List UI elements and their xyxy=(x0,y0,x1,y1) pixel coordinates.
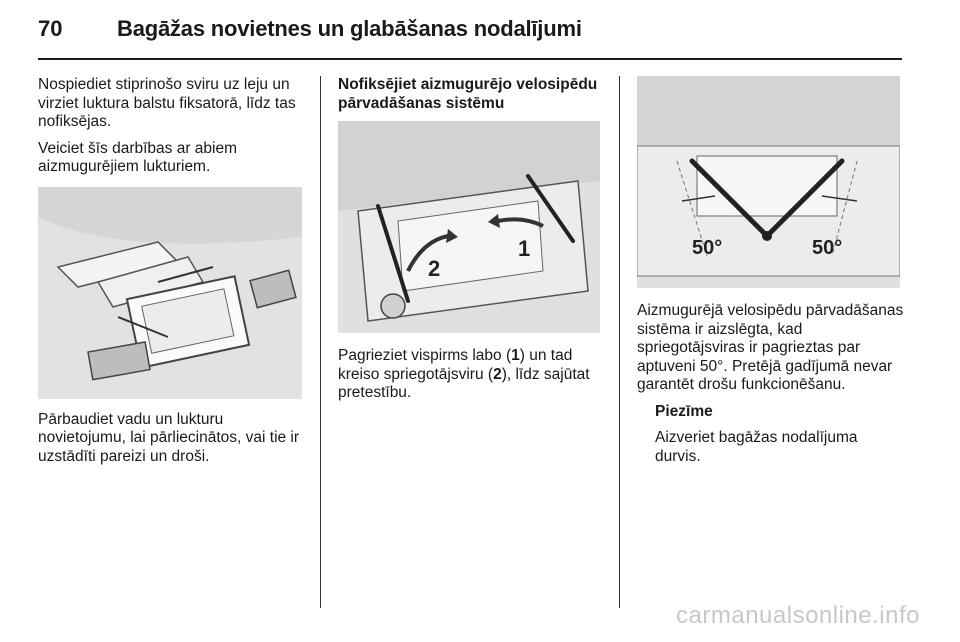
instruction-paragraph: Nospiediet stiprinošo sviru uz leju un virziet luktura balstu fiksatorā, līdz tas nofiksējas. xyxy=(38,76,296,130)
watermark: carmanualsonline.info xyxy=(676,602,920,629)
column-divider-2 xyxy=(619,76,620,608)
step-ref-1: 1 xyxy=(511,347,520,364)
instruction-paragraph: Aizmugurējā velosipēdu pārvadāšanas sistēma ir aizslēgta, kad spriegotājsviras ir pagrieztas par aptuveni 50°. Pretējā gadījumā nevar garantēt drošu funkcionēšanu. xyxy=(637,302,904,393)
instruction-paragraph: Pagrieziet vispirms labo (1) un tad kreiso spriegotājsviru (2), līdz sajūtat pretestību. xyxy=(338,347,590,401)
middle-column xyxy=(338,76,606,411)
step-ref-2: 2 xyxy=(493,365,502,383)
tail-light-mount-illustration xyxy=(38,187,302,399)
page-title: Bagāžas novietnes un glabāšanas nodalījumi xyxy=(117,16,582,41)
column-divider-1 xyxy=(320,76,321,608)
note-heading: Piezīme xyxy=(655,402,713,420)
instruction-paragraph: Veiciet šīs darbības ar abiem aizmugurējiem lukturiem. xyxy=(38,139,238,175)
figure-label-1: 1 xyxy=(518,236,531,261)
left-column xyxy=(38,76,308,474)
right-column xyxy=(637,76,905,474)
lever-angle-illustration xyxy=(637,76,900,288)
figure-label-2: 2 xyxy=(428,256,441,281)
note-text: Aizveriet bagāžas nodalījuma durvis. xyxy=(655,429,858,465)
tension-lever-illustration xyxy=(338,121,600,333)
page-header xyxy=(38,16,902,46)
page-number: 70 xyxy=(38,16,63,41)
angle-label-left: 50° xyxy=(692,237,723,259)
instruction-paragraph: Pārbaudiet vadu un lukturu novietojumu, lai pārliecinātos, vai tie ir uzstādīti pareizi un droši. xyxy=(38,410,300,465)
header-rule xyxy=(38,58,902,60)
angle-label-right: 50° xyxy=(812,237,843,259)
section-heading: Nofiksējiet aizmugurējo velosipēdu pārvadāšanas sistēmu xyxy=(338,76,598,112)
